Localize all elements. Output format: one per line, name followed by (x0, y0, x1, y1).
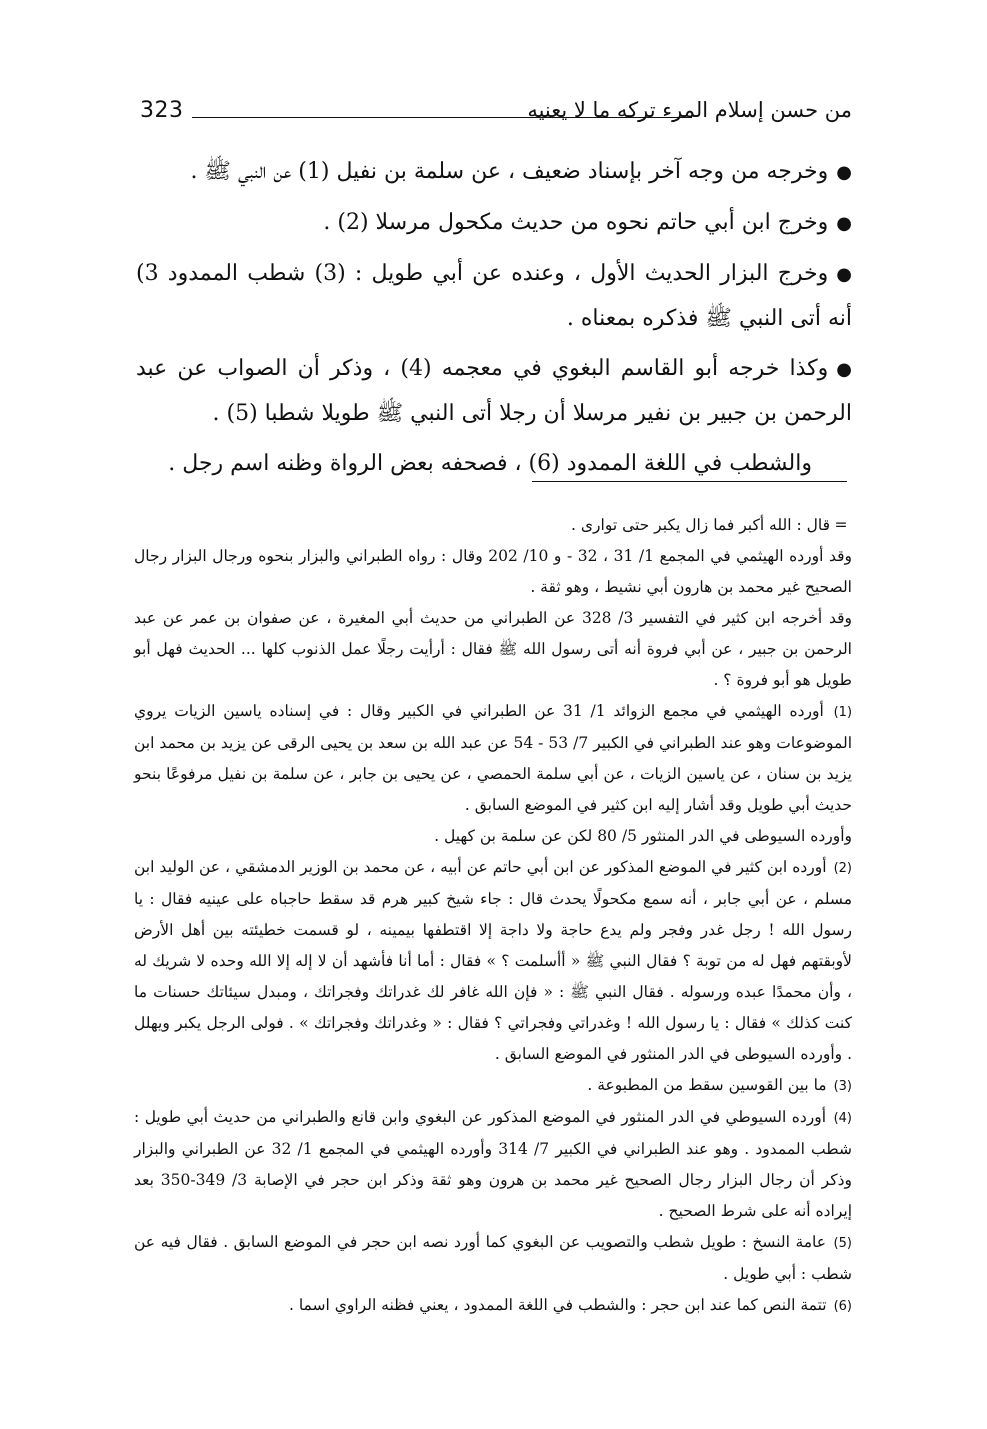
main-bullet-text: وخرج ابن أبي حاتم نحوه من حديث مكحول مرسلا (2) . (323, 210, 829, 235)
footnote-text: عامة النسخ : طويل شطب والتصويب عن البغوي كما أورد نصه ابن حجر في الموضع السابق . فقال فيه عن شطب : أبي طويل . (134, 1233, 852, 1283)
footnote-5 (134, 1227, 852, 1290)
footnote-number: (2) (833, 861, 852, 876)
footnote-number: (3) (833, 1079, 852, 1094)
footnote-number: (6) (833, 1299, 852, 1314)
footnote-continuation (134, 510, 852, 541)
footnote-text: أورده الهيثمي في مجمع الزوائد 1/ 31 عن الطبراني في الكبير وقال : في إسناده ياسين الزيات يروي الموضوعات وهو عند الطبراني في الكبير 7/ 53 - 54 عن عبد الله بن سعد بن يحيى الرقى عن يزيد بن محمد ابن يزيد بن سنان ، عن ياسين الزيات ، عن أبي سلمة الحمصي ، عن يحيى بن جابر ، عن سلمة بن نفيل مرفوعًا بنحو حديث أبي طويل وقد أشار إليه ابن كثير في الموضع السابق . (134, 702, 853, 814)
footnote-text: تتمة النص كما عند ابن حجر : والشطب في اللغة الممدود ، يعني فظنه الراوي اسما . (288, 1296, 827, 1314)
footnote-separator (532, 481, 847, 482)
footnote-text: أورده السيوطي في الدر المنثور في الموضع المذكور عن البغوي وابن قانع والطبراني من حديث أبي طويل : شطب الممدود . وهو عند الطبراني في الكبير 7/ 314 وأورده الهيثمي في المجمع 1/ 32 عن الطبراني والبزار وذكر أن رجال البزار رجال الصحيح غير محمد بن هرون وهو ثقة وذكر ابن حجر في الإصابة 3/ 349-350 بعد إيراده أنه على شرط الصحيح . (134, 1108, 852, 1220)
footnote-number: (1) (833, 705, 853, 720)
footnote-6 (134, 1290, 852, 1322)
main-bullet (136, 201, 852, 246)
footnote-1-cont: وأورده السيوطى في الدر المنثور 5/ 80 لكن عن سلمة بن كهيل . (434, 827, 852, 845)
page-header (140, 92, 852, 136)
main-bullet (136, 252, 852, 341)
main-bullet-text: وخرج البزار الحديث الأول ، وعنده عن أبي طويل : (3) شطب الممدود 3) أنه أتى النبي ﷺ فذكره بمعناه . (136, 261, 852, 331)
footnote-number: (4) (833, 1111, 852, 1126)
footnote-4 (134, 1102, 852, 1227)
footnote-2 (134, 852, 852, 1070)
page-number: 323 (140, 98, 184, 123)
main-bullet-text: وكذا خرجه أبو القاسم البغوي في معجمه (4) ، وذكر أن الصواب عن عبد الرحمن بن جبير بن نفير مرسلا أن رجلا أتى النبي ﷺ طويلا شطبا (5) . (136, 356, 852, 426)
closing-line: والشطب في اللغة الممدود (6) ، فصحفه بعض الرواة وظنه اسم رجل . (168, 451, 812, 476)
footnote-text: ما بين القوسين سقط من المطبوعة . (587, 1076, 827, 1094)
footnote-text: أورده ابن كثير في الموضع المذكور عن ابن أبي حاتم عن أبيه ، عن محمد بن الوزير الدمشقي ، عن الوليد ابن مسلم ، عن أبي جابر ، أنه سمع مكحولًا يحدث قال : جاء شيخ كبير هرم قد سقط حاجباه على عينيه فقال : يا رسول الله ! رجل غدر وفجر ولم يدع حاجة ولا داجة إلا اقتطفها بيمينه ، لو قسمت خطيئته بين أهل الأرض لأوبقتهم فهل له من توبة ؟ فقال النبي ﷺ « أأسلمت ؟ » فقال : أما أنا فأشهد أن لا إله إلا الله وحده لا شريك له ، وأن محمدًا عبده ورسوله . فقال النبي ﷺ : « فإن الله غافر لك غدراتك وفجراتك ، ومبدل سيئاتك حسنات ما كنت كذلك » فقال : يا رسول الله ! وغدراتي وفجراتي ؟ فقال : « وغدراتك وفجراتك » . فولى الرجل يكبر ويهلل . وأورده السيوطى في الدر المنثور في الموضع السابق . (134, 858, 852, 1063)
footnote-number: (5) (833, 1236, 852, 1251)
main-text (136, 150, 852, 492)
footnote-3 (134, 1070, 852, 1102)
main-bullet-text: وخرجه من وجه آخر بإسناد ضعيف ، عن سلمة بن نفيل (1) عن النبي ﷺ . (190, 159, 829, 184)
bullet-dot-icon: ● (836, 359, 852, 380)
main-bullet (136, 150, 852, 195)
bullet-dot-icon: ● (836, 264, 853, 285)
footnote-continuation: وقد أورده الهيثمي في المجمع 1/ 31 ، 32 - و 10/ 202 وقال : رواه الطبراني والبزار بنحوه ورجال البزار رجال الصحيح غير محمد بن هارون أبي نشيط ، وهو ثقة . (134, 547, 852, 596)
footnotes (134, 510, 852, 1322)
footnote-1 (134, 696, 852, 821)
footnote-continuation: وقد أخرجه ابن كثير في التفسير 3/ 328 عن الطبراني من حديث أبي المغيرة ، عن صفوان بن عمر عن عبد الرحمن بن جبير ، عن أبي فروة أنه أتى رسول الله ﷺ فقال : أرأيت رجلًا عمل الذنوب كلها ... الحديث فهل أبو طويل هو أبو فروة ؟ . (134, 609, 853, 689)
continuation-text: قال : الله أكبر فما زال يكبر حتى توارى . (571, 516, 830, 534)
continuation-mark: = (834, 516, 848, 534)
main-bullet (136, 347, 852, 436)
bullet-dot-icon: ● (836, 213, 852, 234)
running-title: من حسن إسلام المرء تركه ما لا يعنيه (527, 98, 852, 122)
bullet-dot-icon: ● (836, 162, 852, 183)
